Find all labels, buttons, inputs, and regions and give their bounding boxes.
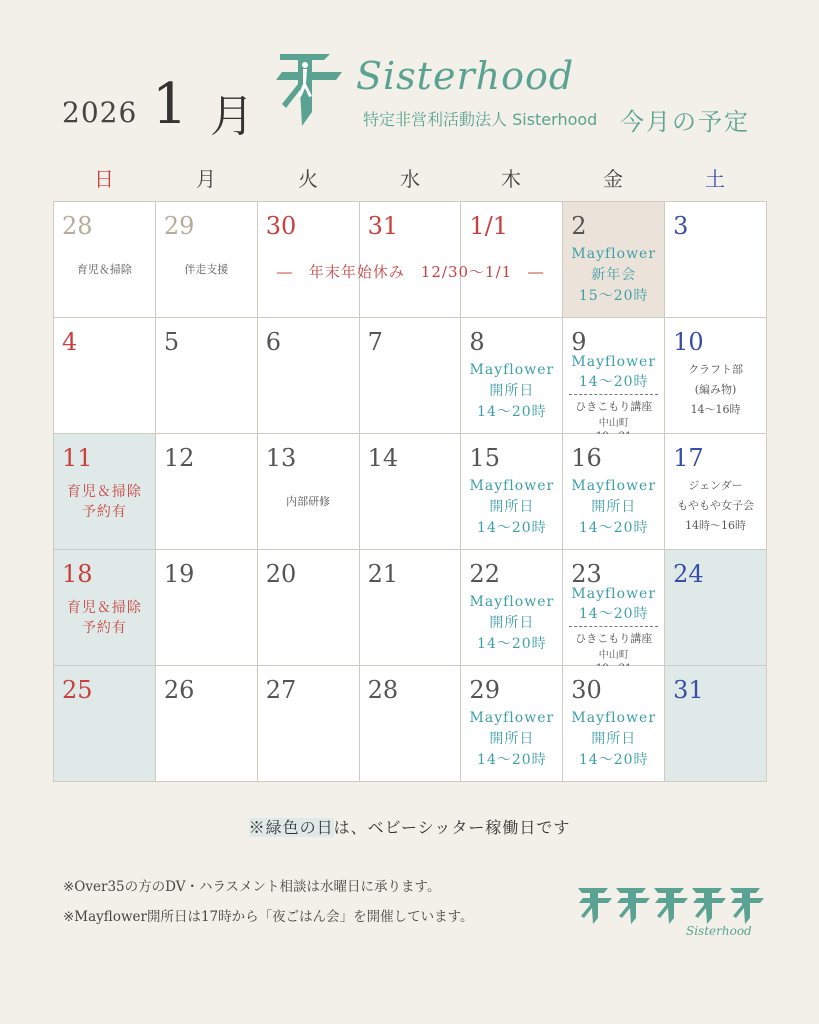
calendar-day-cell [156,550,258,666]
day-number: 10 [673,328,704,356]
day-number: 26 [163,676,195,704]
day-number: 21 [367,560,399,588]
calendar-day-cell [360,550,462,666]
calendar-day-cell [54,202,156,318]
event-line: 育児＆掃除 [66,600,142,616]
calendar-day-cell [258,666,360,782]
figure-mark [654,888,688,924]
day-number: 17 [673,444,704,472]
calendar-day-cell [156,318,258,434]
babysitter-note-suffix: は、ベビーシッター稼働日です [333,818,571,837]
event-line: クラフト部 [688,363,744,376]
calendar-day-cell [360,318,462,434]
figure-mark [578,888,612,924]
event-line: 14～20時 [578,520,649,536]
calendar-day-cell [461,202,563,318]
event-line: 予約有 [81,620,127,636]
calendar-day-cell [665,202,767,318]
day-number: 15 [469,444,500,472]
weekday-sat: 土 [705,167,725,191]
day-number: 9 [571,328,587,356]
day-number: 12 [163,444,195,472]
month-kanji: 月 [210,91,254,142]
calendar-day-cell [258,434,360,550]
calendar-day-cell [461,434,563,550]
event-line: 中山町 [598,418,629,429]
calendar-day-cell [360,202,462,318]
event-line: Mayflower [571,354,657,370]
event-line: 伴走支援 [184,263,229,276]
calendar-day-cell [156,202,258,318]
logo-wordmark: Sisterhood [356,54,575,98]
weekday-fri: 金 [603,167,623,191]
babysitter-note-prefix: ※緑色の日 [248,818,334,837]
event-line: 開所日 [489,615,535,631]
figure-mark [616,888,650,924]
day-number: 3 [673,212,689,240]
calendar-day-cell [258,202,360,318]
calendar-day-cell [360,434,462,550]
day-number: 24 [673,560,704,588]
day-number: 22 [469,560,500,588]
event-line: 開所日 [489,731,535,747]
divider [569,394,658,395]
event-line: Mayflower [469,710,555,726]
babysitter-note [0,815,819,838]
day-number: 29 [163,212,195,240]
weekday-mon: 月 [196,167,216,191]
day-number: 1/1 [469,212,509,240]
event-line: 14～20時 [477,404,547,420]
event-line: 予約有 [81,504,127,520]
calendar-grid [53,201,767,782]
event-line: 開所日 [489,383,535,399]
event-line: 15～20時 [578,288,649,304]
calendar-day-cell [54,434,156,550]
weekday-tue: 火 [298,167,318,191]
day-number: 28 [367,676,399,704]
event-line: ひきこもり講座 [575,632,653,645]
day-number: 29 [469,676,500,704]
calendar-day-cell [54,666,156,782]
calendar-day-cell [360,666,462,782]
calendar-day-cell [665,550,767,666]
event-line: ジェンダー [688,479,743,492]
event-line: 育児＆掃除 [66,484,142,500]
day-number: 2 [571,212,587,240]
day-number: 11 [62,444,93,472]
calendar-day-cell [665,434,767,550]
calendar-day-cell [665,318,767,434]
event-line: 内部研修 [286,495,331,508]
day-number: 5 [163,328,180,356]
event-line: 14～20時 [578,606,649,622]
weekday-wed: 水 [400,167,420,191]
weekday-thu: 木 [501,167,521,191]
schedule-title: 今月の予定 [620,108,750,136]
event-line: 開所日 [489,499,535,515]
day-number: 27 [265,676,297,704]
event-line: Mayflower [469,594,555,610]
day-number: 13 [265,444,297,472]
calendar-day-cell [563,434,665,550]
day-number: 14 [367,444,399,472]
calendar-day-cell [54,550,156,666]
calendar-day-cell [258,318,360,434]
event-line: 新年会 [591,267,637,283]
calendar-day-cell [461,666,563,782]
event-line: Mayflower [571,710,657,726]
event-line: 育児＆掃除 [76,263,132,276]
calendar-day-cell [563,318,665,434]
event-line: 14～20時 [477,752,547,768]
day-number: 23 [571,560,602,588]
day-number: 30 [265,212,297,240]
event-line: (編み物) [694,383,737,396]
day-number: 4 [62,328,78,356]
holiday-banner: ― 年末年始休み 12/30～1/1 ― [276,263,545,281]
event-line: 開所日 [591,499,637,515]
month-number: 1 [152,72,188,137]
day-number: 16 [571,444,602,472]
event-line: Mayflower [571,246,657,262]
calendar-day-cell [461,318,563,434]
event-line: 14～20時 [477,520,547,536]
calendar-day-cell [156,434,258,550]
event-line: 14～20時 [477,636,547,652]
calendar-day-cell [563,202,665,318]
calendar-day-cell [461,550,563,666]
weekday-sun: 日 [94,167,114,191]
day-number: 18 [62,560,93,588]
event-line: 中山町 [598,650,629,661]
year: 2026 [62,96,138,129]
event-line: Mayflower [469,362,555,378]
calendar-day-cell [54,318,156,434]
day-number: 28 [62,212,93,240]
divider [569,626,658,627]
calendar-day-cell [665,666,767,782]
event-line: 開所日 [591,731,637,747]
figure-mark [730,888,764,924]
logo-subtitle: 特定非営利活動法人 Sisterhood [363,110,598,129]
day-number: 20 [265,560,297,588]
footer-note-dinner: ※Mayflower開所日は17時から「夜ごはん会」を開催しています。 [63,909,474,925]
event-line: 14～20時 [578,752,649,768]
footer-logo-wordmark: Sisterhood [686,924,752,938]
event-line: 14～20時 [578,374,649,390]
event-line: 14～16時 [690,403,741,416]
day-number: 25 [62,676,93,704]
footer-note-dv: ※Over35の方のDV・ハラスメント相談は水曜日に承ります。 [63,879,441,895]
event-line: Mayflower [469,478,555,494]
event-line: 14時～16時 [685,519,747,532]
figure-mark [692,888,726,924]
event-line: もやもや女子会 [677,499,755,512]
day-number: 7 [367,328,383,356]
day-number: 19 [163,560,195,588]
event-line: ひきこもり講座 [575,400,653,413]
calendar-day-cell [563,666,665,782]
event-line: Mayflower [571,586,657,602]
day-number: 30 [571,676,602,704]
day-number: 6 [265,328,281,356]
day-number: 8 [469,328,485,356]
calendar-day-cell [258,550,360,666]
event-line: Mayflower [571,478,657,494]
day-number: 31 [367,212,399,240]
calendar-day-cell [156,666,258,782]
day-number: 31 [673,676,704,704]
calendar-day-cell [563,550,665,666]
